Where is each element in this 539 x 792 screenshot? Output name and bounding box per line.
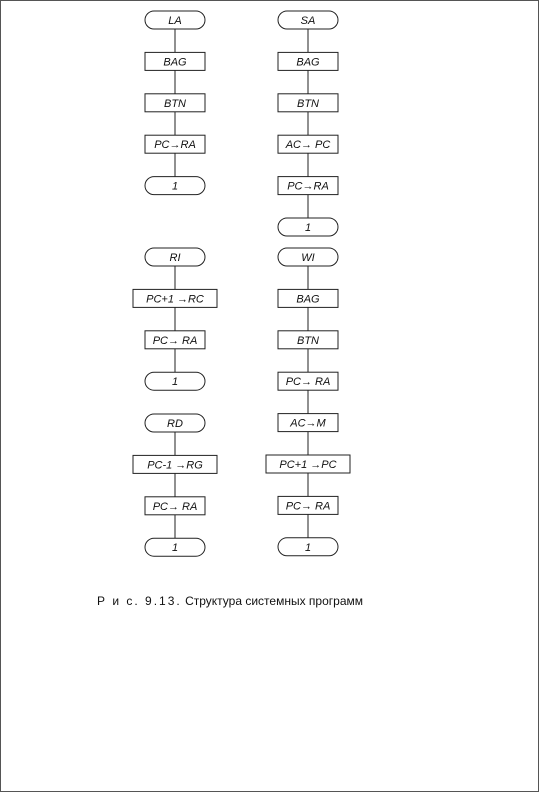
process-node [133, 289, 217, 307]
node-label: RI [169, 252, 181, 264]
node-label: AC→ PC [285, 139, 331, 152]
node-label: BAG [296, 293, 320, 306]
node-label: LA [168, 15, 182, 27]
process-node [145, 331, 205, 349]
node-label: RD [167, 418, 183, 430]
node-label: PC→ RA [285, 500, 331, 513]
process-node [278, 496, 338, 514]
node-label: PC-1 →RG [147, 459, 203, 472]
terminal-node [145, 177, 205, 195]
terminal-node [278, 218, 338, 236]
terminal-node [278, 248, 338, 266]
flowchart-sa [278, 11, 338, 236]
node-label: PC→ RA [152, 500, 198, 513]
process-node [278, 414, 338, 432]
process-node [133, 455, 217, 473]
node-label: PC→ RA [152, 334, 198, 347]
flowchart-ri [133, 248, 217, 390]
process-node [145, 94, 205, 112]
node-label: BAG [163, 56, 187, 69]
node-label: PC→RA [154, 139, 196, 152]
process-node [145, 497, 205, 515]
caption-prefix: Р и с. 9.13. [97, 594, 182, 608]
node-label: 1 [171, 180, 179, 193]
terminal-node [278, 538, 338, 556]
node-label: PC+1 →PC [279, 459, 337, 471]
flowchart-la [145, 11, 205, 195]
node-label: 1 [304, 541, 312, 554]
terminal-node [145, 11, 205, 29]
node-label: PC→RA [287, 180, 329, 193]
node-label: PC→ RA [285, 376, 331, 389]
node-label: 1 [304, 222, 312, 234]
terminal-node [145, 538, 205, 556]
node-label: BTN [297, 334, 319, 347]
process-node [145, 52, 205, 70]
node-label: SA [300, 15, 316, 27]
process-node [278, 289, 338, 307]
flowchart-wi [266, 248, 350, 556]
process-node [145, 135, 205, 153]
node-label: BAG [296, 56, 320, 69]
process-node [278, 52, 338, 70]
node-label: AC→M [290, 417, 326, 430]
figure-caption [97, 594, 363, 608]
node-label: 1 [171, 376, 179, 389]
process-node [278, 135, 338, 153]
caption-text: Структура системных программ [185, 594, 363, 608]
process-node [266, 455, 350, 473]
flowchart-rd [133, 414, 217, 556]
node-label: PC+1 →RC [146, 293, 204, 306]
terminal-node [145, 414, 205, 432]
terminal-node [145, 248, 205, 266]
process-node [278, 331, 338, 349]
node-label: BTN [164, 97, 186, 110]
node-label: 1 [171, 542, 179, 555]
terminal-node [145, 372, 205, 390]
node-label: WI [301, 252, 315, 264]
process-node [278, 94, 338, 112]
process-node [278, 372, 338, 390]
node-label: BTN [297, 97, 319, 110]
terminal-node [278, 11, 338, 29]
process-node [278, 177, 338, 195]
